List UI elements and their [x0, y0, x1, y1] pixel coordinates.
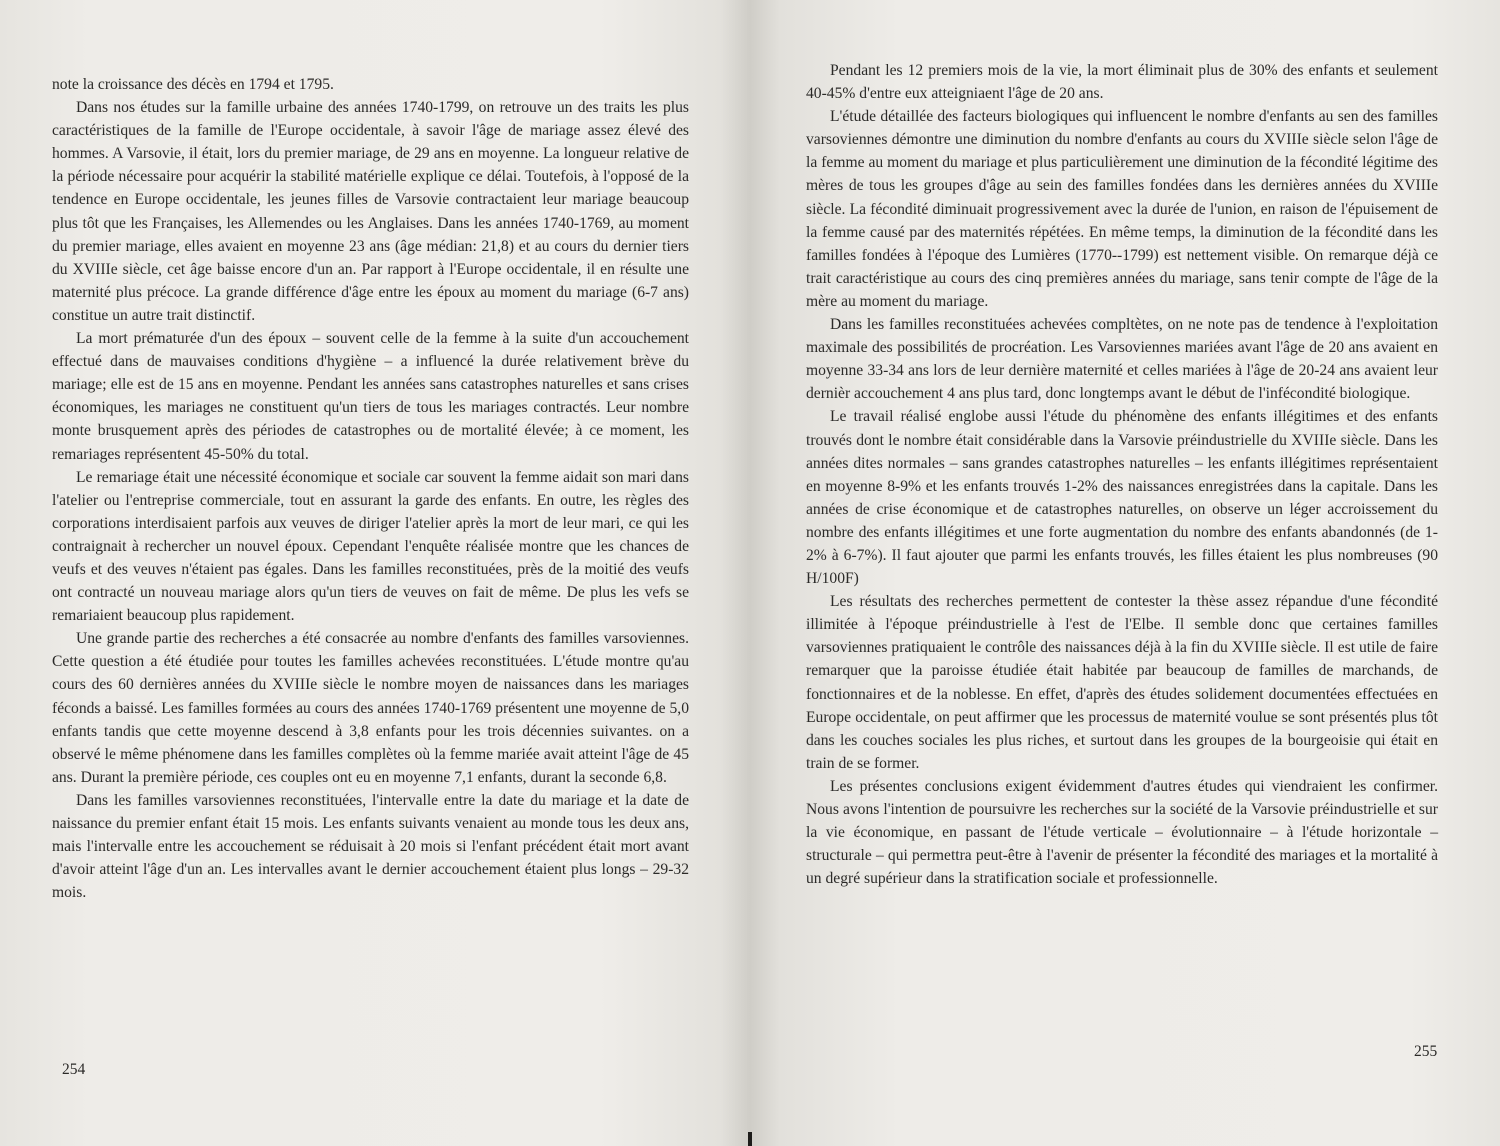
- right-page-text: [806, 59, 1438, 890]
- paragraph: Pendant les 12 premiers mois de la vie, la mort éliminait plus de 30% des enfants et seulement 40-45% d'entre eux atteigniaent l'âge de 20 ans.: [806, 62, 1438, 103]
- paragraph: La mort prématurée d'un des époux – souvent celle de la femme à la suite d'un accouchement effectué dans de mauvaises conditions d'hygiène – a influencé la durée relativement brève du mariage; elle est de 15 ans en moyenne. Pendant les années sans catastrophes naturelles et sans crises économiques, les mariages ne constituent qu'un tiers de tous les mariages contractés. Leur nombre monte brusquement après des périodes de catastrophes ou de mortalité élevée; à ce moment, les remariages représentent 45-50% du total.: [52, 330, 689, 463]
- paragraph: Le remariage était une nécessité économique et sociale car souvent la femme aidait son mari dans l'atelier ou l'entreprise commerciale, tout en assurant la garde des enfants. En outre, les règles des corporations interdisaient parfois aux veuves de diriger l'atelier après la mort de leur mari, ce qui les contraignait à rechercher un nouvel époux. Cependant l'enquête réalisée montre que les chances de veufs et des veuves n'étaient pas égales. Dans les familles reconstituées, près de la moitié des veufs ont contracté un nouveau mariage alors qu'un tiers de veuves on fait de même. De plus les vefs se remariaient beaucoup plus rapidement.: [52, 468, 689, 625]
- paragraph: note la croissance des décès en 1794 et 1795.: [52, 76, 334, 93]
- paragraph: Dans les familles reconstituées achevées compltètes, on ne note pas de tendence à l'exploitation maximale des possibilités de procréation. Les Varsoviennes mariées avant l'âge de 20 ans avaient en moyenne 33-34 ans lors de leur dernière maternité et celles mariées à l'âge de 20-24 ans avaient leur dernièr accouchement 4 ans plus tard, donc longtemps avant le début de l'infécondité biologique.: [806, 316, 1438, 403]
- paragraph: Dans nos études sur la famille urbaine des années 1740-1799, on retrouve un des traits les plus caractéristiques de la famille de l'Europe occidentale, à savoir l'âge de mariage assez élevé des hommes. A Varsovie, il était, lors du premier mariage, de 29 ans en moyenne. La longueur relative de la période nécessaire pour acquérir la stabilité matérielle explique ce délai. Toutefois, à l'opposé de la tendence en Europe occidentale, les jeunes filles de Varsovie contractaient leur mariage beaucoup plus tôt que les Françaises, les Allemendes ou les Anglaises. Dans les années 1740-1769, au moment du premier mariage, elles avaient en moyenne 23 ans (âge médian: 21,8) et au cours du dernier tiers du XVIIIe siècle, cet âge baisse encore d'un an. Par rapport à l'Europe occidentale, il en résulte une maternité plus précoce. La grande différence d'âge entre les époux au moment du mariage (6-7 ans) constitue un autre trait distinctif.: [52, 99, 689, 324]
- paragraph: Les résultats des recherches permettent de contester la thèse assez répandue d'une fécondité illimitée à l'époque préindustrielle à l'est de l'Elbe. Il semble donc que certaines familles varsoviennes pratiquaient le contrôle des naissances déjà à la fin du XVIIIe siècle. Il est utile de faire remarquer que la paroisse étudiée était habitée par beaucoup de familles de marchands, de fonctionnaires et de la noblesse. En effet, d'après des études solidement documentées effectuées en Europe occidentale, on peut affirmer que les processus de maternité voulue se sont présentés plus tôt dans les couches sociales les plus riches, et surtout dans les groupes de la bourgeoisie qui était en train de se former.: [806, 593, 1438, 772]
- gutter-mark: [748, 1132, 752, 1146]
- page-number: 254: [62, 1061, 86, 1078]
- paragraph: Dans les familles varsoviennes reconstituées, l'intervalle entre la date du mariage et la date de naissance du premier enfant était 15 mois. Les enfants suivants venaient au monde tous les deux ans, mais l'intervalle entre les accouchement se réduisait à 20 mois si l'enfant précédent était mort avant d'avoir atteint l'âge d'un an. Les intervalles avant le dernier accouchement étaient plus longs – 29-32 mois.: [52, 791, 689, 902]
- paragraph: Une grande partie des recherches a été consacrée au nombre d'enfants des familles varsoviennes. Cette question a été étudiée pour toutes les familles achevées reconstituées. L'étude montre qu'au cours des 60 dernières années du XVIIIe siècle le nombre moyen de naissances dans les mariages féconds a baissé. Les familles formées au cours des années 1740-1769 présentent une moyenne de 5,0 enfants tandis que cette moyenne descend à 3,8 enfants pour les trois décennies suivantes. on a observé le même phénomene dans les familles complètes où la femme mariée avait atteint l'âge de 45 ans. Durant la première période, ces couples ont eu en moyenne 7,1 enfants, durant la seconde 6,8.: [52, 630, 689, 786]
- right-page: [750, 0, 1500, 1146]
- paragraph: Les présentes conclusions exigent évidemment d'autres études qui viendraient les confirmer. Nous avons l'intention de poursuivre les recherches sur la société de la Varsovie préindustrielle et sur la vie économique, en passant de l'étude verticale – évolutionnaire – à l'étude horizontale – structurale – qui permettra peut-être à l'avenir de présenter la fécondité des mariages et la mortalité à un degré supérieur dans la stratification sociale et professionnelle.: [806, 777, 1438, 888]
- paragraph: Le travail réalisé englobe aussi l'étude du phénomène des enfants illégitimes et des enfants trouvés dont le nombre était considérable dans la Varsovie préindustrielle du XVIIIe siècle. Dans les années dites normales – sans grandes catastrophes naturelles – les enfants illégitimes représentaient en moyenne 8-9% et les enfants trouvés 1-2% des naissances enregistrées dans la capitale. Dans les années de crise économique et de catastrophes naturelles, on observe un léger accroissement du nombre des enfants illégitimes et une forte augmentation du nombre des enfants abandonnés (de 1-2% à 6-7%). Il faut ajouter que parmi les enfants trouvés, les filles étaient les plus nombreuses (90 H/100F): [806, 408, 1438, 588]
- left-page-text: [52, 73, 689, 904]
- page-number: 255: [1414, 1043, 1438, 1060]
- paragraph: L'étude détaillée des facteurs biologiques qui influencent le nombre d'enfants au sen des familles varsoviennes démontre une diminution du nombre d'enfants au cours du XVIIIe siècle selon l'âge de la femme au moment du mariage et plus particulièrement une diminution de la fécondité légitime des mères de tous les groupes d'âge au sein des familles fondées dans les dernières années du XVIIIe siècle. La fécondité diminuait progressivement avec la durée de l'union, en raison de l'épuisement de la femme causé par des maternités répétées. En même temps, la diminution de la fécondité dans les familles fondées à l'époque des Lumières (1770--1799) est nettement visible. On remarque déjà ce trait caractéristique au cours des cinq premières années du mariage, sans tenir compte de l'âge de la mère au moment du mariage.: [806, 108, 1438, 310]
